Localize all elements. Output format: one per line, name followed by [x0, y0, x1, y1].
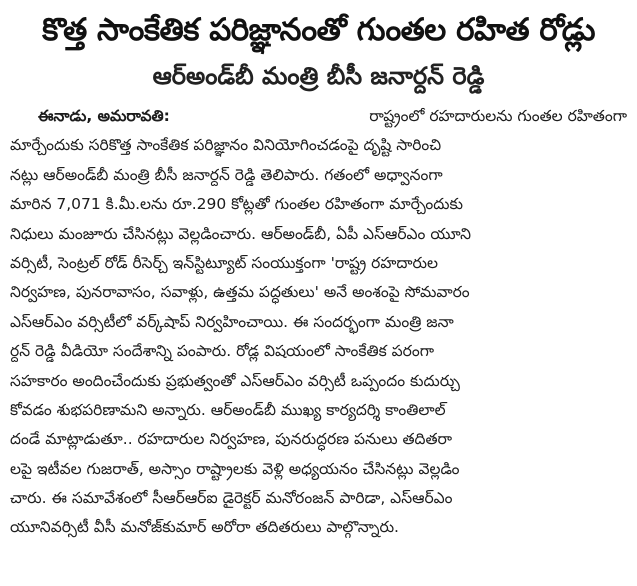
article-line: [10, 455, 627, 484]
article-line: [10, 337, 627, 366]
article-line: [10, 484, 627, 513]
article-line: [10, 102, 627, 131]
article-line: [10, 161, 627, 190]
article-line: [10, 425, 627, 454]
article-line-text: మార్చేందుకు సరికొత్త సాంకేతిక పరిజ్ఞానం వినియోగించడంపై దృష్టి సారించి: [10, 136, 442, 155]
article-line-text: రాష్ట్రంలో రహదారులను గుంతల రహితంగా: [369, 107, 627, 125]
article-line: [10, 131, 627, 160]
article-line-text: నిర్వహణ, పునరావాసం, సవాళ్లు, ఉత్తమ పద్ధతులు' అనే అంశంపై సోమవారం: [10, 283, 470, 302]
article-line-text: కోవడం శుభపరిణామని అన్నారు. ఆర్‌అండ్‌బీ ముఖ్య కార్యదర్శి కాంతిలాల్: [10, 400, 446, 419]
article-headline: కొత్త సాంకేతిక పరిజ్ఞానంతో గుంతల రహిత రోడ్లు: [42, 12, 595, 48]
article-line-text: నట్లు ఆర్‌అండ్‌బీ మంత్రి బీసీ జనార్దన్ రెడ్డి తెలిపారు. గతంలో అధ్వానంగా: [10, 165, 443, 184]
article-line-text: సహకారం అందించేందుకు ప్రభుత్వంతో ఎస్‌ఆర్‌ఎం వర్సిటీ ఒప్పందం కుదుర్చు: [10, 371, 460, 390]
article-body: [10, 102, 627, 543]
article-line: [10, 190, 627, 219]
article-line-text: యూనివర్సిటీ వీసీ మనోజ్‌కుమార్ అరోరా తదితరులు పాల్గొన్నారు.: [10, 518, 399, 537]
article-line: [10, 278, 627, 307]
article-subheadline: ఆర్‌అండ్‌బీ మంత్రి బీసీ జనార్దన్ రెడ్డి: [152, 62, 485, 90]
article-line-text: చారు. ఈ సమావేశంలో సీఆర్‌ఆర్ఐ డైరెక్టర్ మనోరంజన్ పారిడా, ఎస్‌ఆర్‌ఎం: [10, 489, 453, 508]
article-line-text: ర్దన్ రెడ్డి వీడియో సందేశాన్ని పంపారు. రోడ్ల విషయంలో సాంకేతిక పరంగా: [10, 342, 434, 361]
article-line: [10, 396, 627, 425]
article-line-text: దండే మాట్లాడుతూ.. రహదారుల నిర్వహణ, పునరుద్ధరణ పనులు తదితరా: [10, 430, 453, 449]
article-line-text: ఎస్‌ఆర్‌ఎం వర్సిటీలో వర్క్‌షాప్ నిర్వహించాయి. ఈ సందర్భంగా మంత్రి జనా: [10, 312, 454, 331]
article-line-text: మారిన 7,071 కి.మీ.లను రూ.290 కోట్లతో గుంతల రహితంగా మార్చేందుకు: [10, 195, 463, 214]
article-line: [10, 249, 627, 278]
article-line-text: వర్సిటీ, సెంట్రల్ రోడ్ రీసెర్చ్ ఇన్‌స్టిట్యూట్ సంయుక్తంగా 'రాష్ట్ర రహదారుల: [10, 253, 439, 272]
article-line: [10, 367, 627, 396]
article-line-text: నిధులు మంజూరు చేసినట్లు వెల్లడించారు. ఆర్‌అండ్‌బీ, ఏపీ ఎస్‌ఆర్‌ఎం యూని: [10, 224, 472, 243]
article-line: [10, 513, 627, 542]
article-line: [10, 308, 627, 337]
article-dateline: ఈనాడు, అమరావతి:: [38, 107, 170, 125]
article-line-text: లపై ఇటీవల గుజరాత్, అస్సాం రాష్ట్రాలకు వెళ్లి అధ్యయనం చేసినట్లు వెల్లడిం: [10, 459, 460, 478]
article-line: [10, 220, 627, 249]
